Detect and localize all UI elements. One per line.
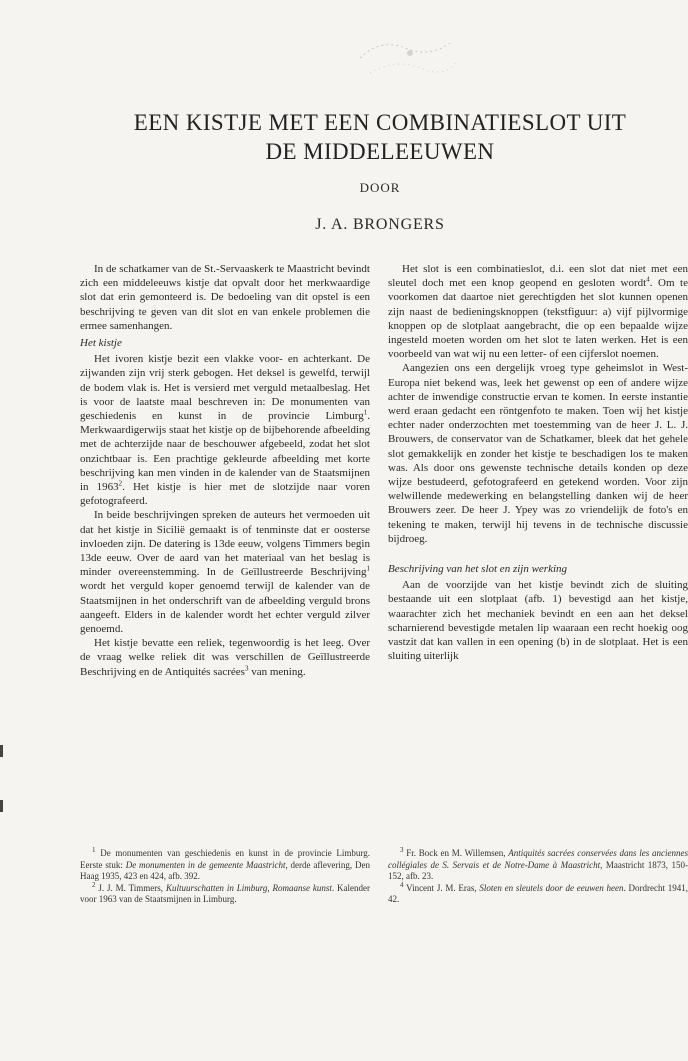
paragraph-slot-2: Aangezien ons een dergelijk vroeg type geheimslot in West-Europa niet bekend was, leek het gewenst op een of andere wijze achter de inwendige constructie ervan te komen. In eerste instantie werd eraan gedacht een röntgenfoto te maken. Toen wij het kistje echter nader onderzochten met toestemming van de heer J. L. J. Brouwers, de conservator van de Schatkamer, bleek dat het gehele slot gemakkelijk en zonder het kistje te beschadigen los te maken was. Als door ons gewenste technische details konden op deze wijze bestudeerd, gefotografeerd en getekend worden. Voor zijn welwillende medewerking en belangstelling danken wij de heer Brouwers zeer. De heer J. Ypey was zo vriendelijk de foto's en tekening te maken, terwijl hij tevens in de technische discussie bijdroeg. [388,362,688,545]
article-title [80,108,680,166]
footnote-ref[interactable]: 3 [244,664,249,673]
author-name: J. A. BRONGERS [315,216,445,233]
right-column [388,262,688,663]
footnote-ref[interactable]: 4 [646,275,650,284]
footnote-1: $^1$ De monumenten van geschiedenis en kunst in de provincie Limburg. Eerste stuk: De monumenten in de gemeente Maastricht, derde aflevering, Den Haag 1935, 423 en 424, afb. 392. [80,846,370,881]
paragraph-slot-3: Aan de voorzijde van het kistje bevindt zich de sluiting bestaande uit een slotplaat (afb. 1) bevestigd aan het kistje, waarachter zich het mechaniek bevindt en een aan het deksel scharnierend bevestigde metalen lip waaraan een recht hoekig oog vastzit dat kan vallen in een opening (b) in de slotplaat. Het is een sluiting uiterlijk [388,579,688,663]
footnote-ref[interactable]: 1 [366,564,370,573]
footnote-4: $^4$ Vincent J. M. Eras, Sloten en sleutels door de eeuwen heen. Dordrecht 1941, 42. [388,880,688,904]
paragraph-kistje-3: Het kistje bevatte een reliek, tegenwoordig is het leeg. Over de vraag welke reliek dit was verschillen de Geïllustreerde Beschrijving en de Antiquités sacrées$^3$ van mening. [80,637,370,678]
library-stamp-mark [350,18,460,88]
paragraph-kistje-2: In beide beschrijvingen spreken de auteurs het vermoeden uit dat het kistje in Sicilië gemaakt is of tenminste dat er oosterse invloeden zijn. De datering is 13de eeuw, volgens Timmers begin 13de eeuw. Over de aard van het materiaal van het beslag is minder overeenstemming. In de Geïllustreerde Beschrijving$^1$ wordt het verguld koper genoemd terwijl de kalender van de Staatsmijnen in het onderschrift van de afbeelding verguld brons aangeeft. Elders in de kalender wordt het echter verguld zilver genoemd. [80,509,370,636]
article-title-line-1: EEN KISTJE MET EEN COMBINATIESLOT UIT [133,110,627,135]
section-heading-beschrijving: Beschrijving van het slot en zijn werking [388,563,568,576]
footnote-ref[interactable]: 1 [363,408,368,417]
by-line: DOOR [359,180,401,195]
margin-mark [0,745,3,757]
footnote-2: $^2$ J. J. M. Timmers, Kultuurschatten in Limburg, Romaanse kunst. Kalender voor 1963 van de Staatsmijnen in Limburg. [80,880,371,904]
paragraph-intro: In de schatkamer van de St.-Servaaskerk te Maastricht bevindt zich een middeleeuws kistje dat opvalt door het merkwaardige slot dat erin gemonteerd is. De bedoeling van dit opstel is een beschrijving te geven van dit slot en van enkele problemen die ermee samenhangen. [80,263,370,332]
section-heading-kistje: Het kistje [80,337,122,350]
article-title-line-2: DE MIDDELEEUWEN [265,139,495,164]
footnote-ref[interactable]: 2 [118,479,123,488]
margin-mark [0,800,3,812]
footnotes-left [80,848,370,906]
footnotes-right [388,848,688,906]
footnote-3: $^3$ Fr. Bock en M. Willemsen, Antiquités sacrées conservées dans les anciennes collégiales de S. Servais et de Notre-Dame à Maastricht, Maastricht 1873, 150-152, afb. 23. [388,846,688,881]
left-column [80,262,370,679]
paragraph-slot-1: Het slot is een combinatieslot, d.i. een slot dat niet met een sleutel doch met een knop geopend en gesloten wordt$^4$. Om te voorkomen dat daartoe niet gerechtigden het slot kunnen openen zijn naast de bedieningsknoppen (tekstfiguur: a) vijf pijlvormige knoppen op de slotplaat aangebracht, die op een bepaalde wijze ingesteld moeten worden om het slot te laten werken. Het is een voorbeeld van wat wij nu een letter- of een cijferslot noemen. [388,263,688,361]
paragraph-kistje-1: Het ivoren kistje bezit een vlakke voor- en achterkant. De zijwanden zijn vrij sterk gebogen. Het deksel is gewelfd, terwijl de bodem vlak is. Het is versierd met verguld metaalbeslag. Het is voor de laatste maal beschreven in: De monumenten van geschiedenis en kunst in de provincie Limburg$^1$. Merkwaardigerwijs staat het kistje op de bijbehorende afbeelding met de achterzijde naar de beschouwer afgebeeld, zodat het slot onzichtbaar is. Een prachtige gekleurde afbeelding met korte beschrijving kan men vinden in de kalender van de Staatsmijnen in 1963$^2$. Het kistje is hier met de slotzijde naar voren gefotografeerd. [80,353,370,508]
